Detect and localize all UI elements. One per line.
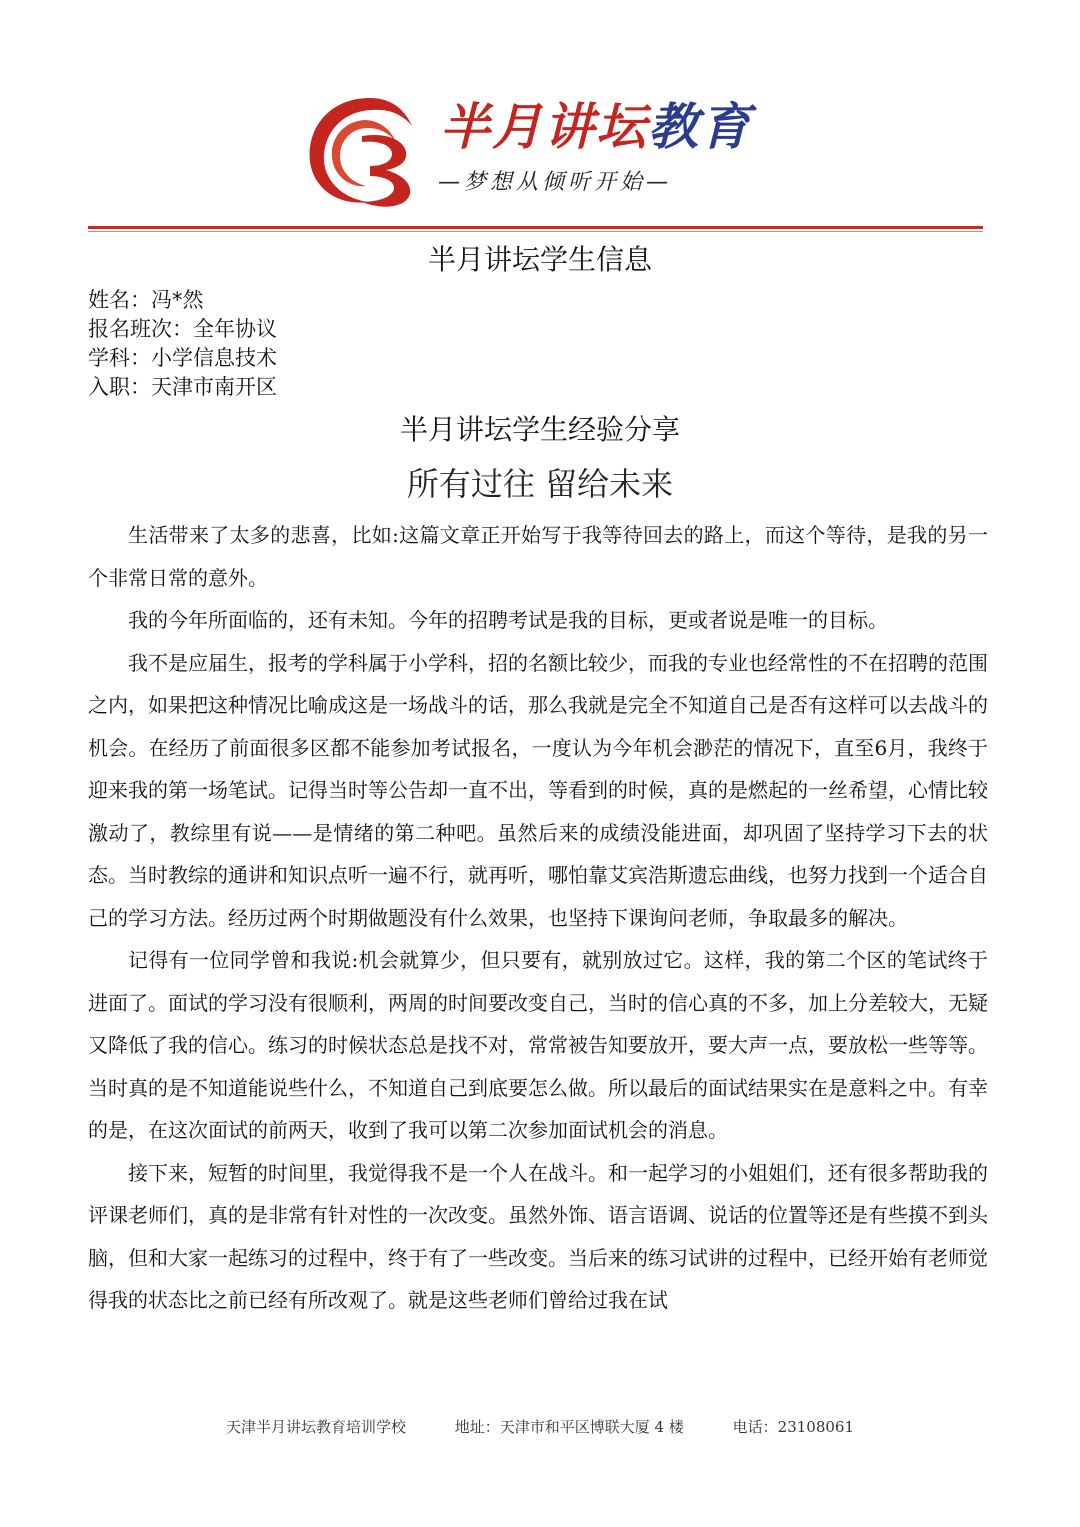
header-divider — [88, 226, 983, 229]
header-divider-thin — [88, 231, 983, 232]
article-paragraph: 接下来，短暂的时间里，我觉得我不是一个人在战斗。和一起学习的小姐姐们，还有很多帮助我的评课老师们，真的是非常有针对性的一次改变。虽然外饰、语言语调、说话的位置等还是有些摸不到头脑，但和大家一起练习的过程中，终于有了一些改变。当后来的练习试讲的过程中，已经开始有老师觉得我的状态比之前已经有所改观了。就是这些老师们曾给过我在试 — [88, 1160, 988, 1312]
student-info-title: 半月讲坛学生信息 — [427, 243, 652, 276]
article-paragraph: 生活带来了太多的悲喜，比如:这篇文章正开始写于我等待回去的路上，而这个等待，是我的另一个非常日常的意外。 — [88, 523, 988, 590]
student-info-list — [88, 286, 277, 402]
info-employment: 入职：天津市南开区 — [88, 375, 277, 399]
crescent-logo-icon — [300, 90, 430, 210]
footer-school: 天津半月讲坛教育培训学校 — [225, 1418, 406, 1436]
section-title: 半月讲坛学生经验分享 — [399, 413, 680, 446]
article-paragraph: 记得有一位同学曾和我说:机会就算少，但只要有，就别放过它。这样，我的第二个区的笔试终于进面了。面试的学习没有很顺利，两周的时间要改变自己，当时的信心真的不多，加上分差较大，无疑又降低了我的信心。练习的时候状态总是找不对，常常被告知要放开，要大声一点，要放松一些等等。当时真的是不知道能说些什么，不知道自己到底要怎么做。所以最后的面试结果实在是意料之中。有幸的是，在这次面试的前两天，收到了我可以第二次参加面试机会的消息。 — [88, 948, 988, 1142]
footer-address: 地址：天津市和平区博联大厦 4 楼 — [454, 1418, 684, 1436]
brand-name: 半月讲坛教育 — [440, 98, 752, 156]
article-paragraph: 我的今年所面临的，还有未知。今年的招聘考试是我的目标，更或者说是唯一的目标。 — [128, 608, 888, 632]
article-title: 所有过往 留给未来 — [406, 465, 674, 503]
brand-slogan: —梦想从倾听开始— — [438, 170, 673, 195]
page-footer — [0, 1416, 1080, 1437]
article-paragraph: 我不是应届生，报考的学科属于小学科，招的名额比较少，而我的专业也经常性的不在招聘的范围之内，如果把这种情况比喻成这是一场战斗的话，那么我就是完全不知道自己是否有这样可以去战斗的机会。在经历了前面很多区都不能参加考试报名，一度认为今年机会渺茫的情况下，直至6月，我终于迎来我的第一场笔试。记得当时等公告却一直不出，等看到的时候，真的是燃起的一丝希望，心情比较激动了，教综里有说——是情绪的第二种吧。虽然后来的成绩没能进面，却巩固了坚持学习下去的状态。当时教综的通讲和知识点听一遍不行，就再听，哪怕靠艾宾浩斯遗忘曲线，也努力找到一个适合自己的学习方法。经历过两个时期做题没有什么效果，也坚持下课询问老师，争取最多的解决。 — [88, 650, 988, 930]
brand-logo — [300, 90, 770, 210]
info-subject: 学科：小学信息技术 — [88, 346, 277, 370]
info-class: 报名班次：全年协议 — [88, 317, 277, 341]
article-body — [88, 514, 988, 1322]
info-name: 姓名：冯*然 — [88, 288, 204, 312]
footer-phone: 电话：23108061 — [732, 1418, 855, 1436]
